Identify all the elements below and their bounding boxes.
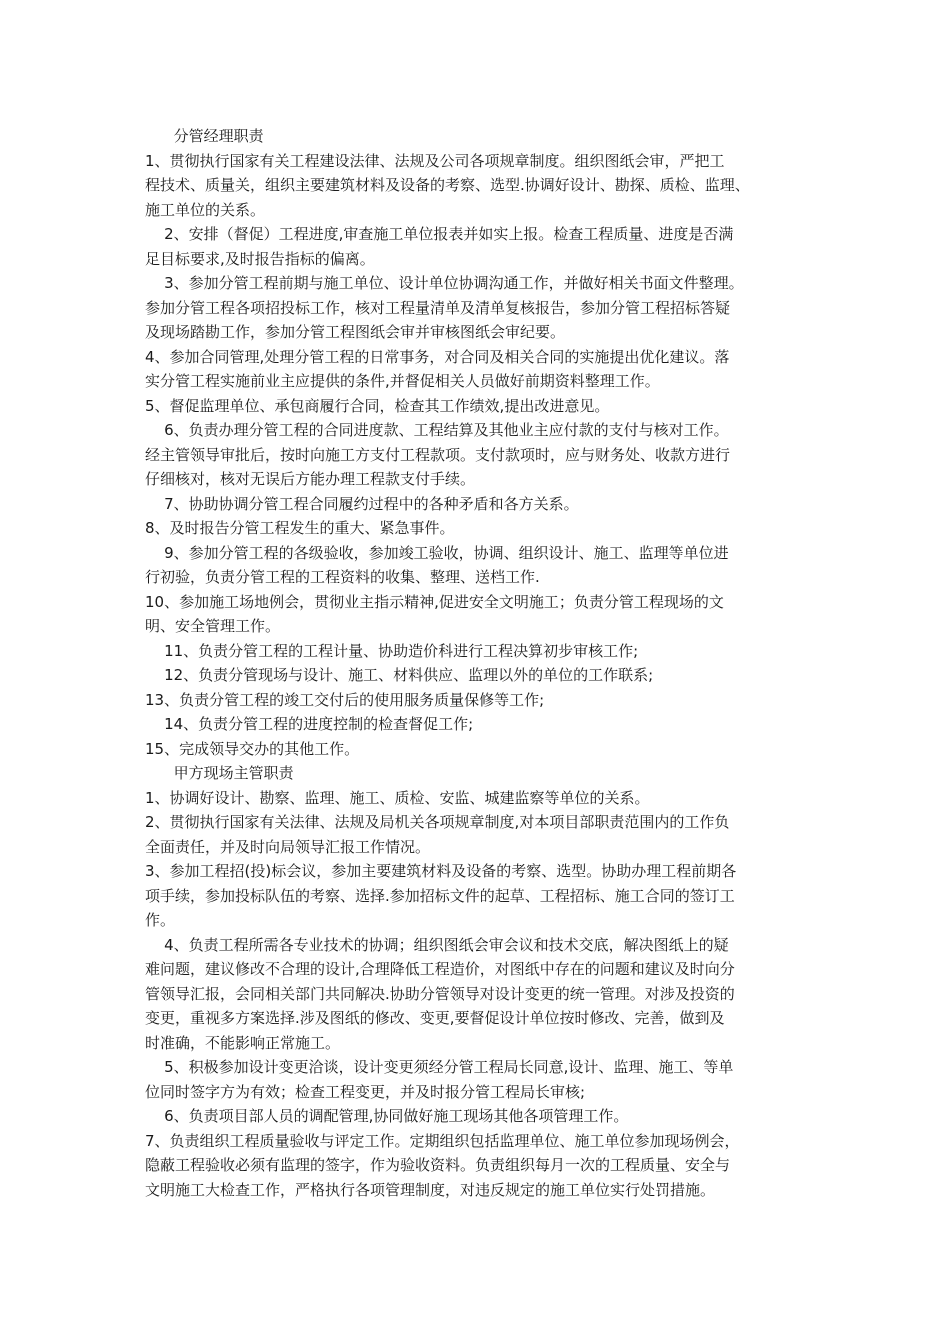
duty-item: 4、参加合同管理,处理分管工程的日常事务，对合同及相关合同的实施提出优化建议。落 实分管工程实施前业主应提供的条件,并督促相关人员做好前期资料整理工作。	[145, 347, 730, 390]
section-title-manager-duties: 分管经理职责	[145, 127, 264, 145]
duty-item: 15、完成领导交办的其他工作。	[145, 739, 360, 758]
duty-item: 10、参加施工场地例会，贯彻业主指示精神,促进安全文明施工；负责分管工程现场的文 明、安全管理工作。	[145, 592, 724, 635]
duty-item: 4、负责工程所需各专业技术的协调；组织图纸会审会议和技术交底，解决图纸上的疑 难问题，建议修改不合理的设计,合理降低工程造价，对图纸中存在的问题和建议及时向分 管领导汇报，会同相关部门共同解决.协助分管领导对设计变更的统一管理。对涉及投资的 变更，重视多方案选择.涉及图纸的修改、变更,要督促设计单位按时修改、完善，做到及 时准确，不能影响正常施工。	[145, 935, 735, 1052]
section-title-site-supervisor-duties: 甲方现场主管职责	[145, 764, 294, 782]
duty-item: 1、贯彻执行国家有关工程建设法律、法规及公司各项规章制度。组织图纸会审，严把工 程技术、质量关，组织主要建筑材料及设备的考察、选型.协调好设计、勘探、质检、监理、 施工单位的关系。	[145, 151, 750, 219]
duty-item: 8、及时报告分管工程发生的重大、紧急事件。	[145, 519, 455, 537]
duty-item: 9、参加分管工程的各级验收，参加竣工验收，协调、组织设计、施工、监理等单位进 行初验，负责分管工程的工程资料的收集、整理、送档工作.	[145, 543, 729, 586]
duty-item: 3、参加分管工程前期与施工单位、设计单位协调沟通工作，并做好相关书面文件整理。 参加分管工程各项招投标工作，核对工程量清单及清单复核报告，参加分管工程招标答疑 及现场踏勘工作，参加分管工程图纸会审并审核图纸会审纪要。	[145, 274, 744, 341]
duty-item: 12、负责分管现场与设计、施工、材料供应、监理以外的单位的工作联系;	[145, 666, 654, 684]
duty-item: 14、负责分管工程的进度控制的检查督促工作;	[145, 715, 474, 733]
duty-item: 7、协助协调分管工程合同履约过程中的各种矛盾和各方关系。	[145, 494, 579, 513]
duty-item: 1、协调好设计、勘察、监理、施工、质检、安监、城建监察等单位的关系。	[145, 788, 650, 807]
document-body	[145, 124, 815, 1202]
duty-item: 5、积极参加设计变更洽谈，设计变更须经分管工程局长同意,设计、监理、施工、等单 位同时签字方为有效；检查工程变更，并及时报分管工程局长审核;	[145, 1058, 734, 1101]
duty-item: 6、负责项目部人员的调配管理,协同做好施工现场其他各项管理工作。	[145, 1107, 629, 1125]
duty-item: 6、负责办理分管工程的合同进度款、工程结算及其他业主应付款的支付与核对工作。 经主管领导审批后，按时向施工方支付工程款项。支付款项时，应与财务处、收款方进行 仔细核对，核对无误后方能办理工程款支付手续。	[145, 421, 731, 488]
duty-item: 2、安排（督促）工程进度,审查施工单位报表并如实上报。检查工程质量、进度是否满 足目标要求,及时报告指标的偏离。	[145, 225, 734, 268]
duty-item: 2、贯彻执行国家有关法律、法规及局机关各项规章制度,对本项目部职责范围内的工作负 全面责任，并及时向局领导汇报工作情况。	[145, 813, 730, 856]
duty-item: 7、负责组织工程质量验收与评定工作。定期组织包括监理单位、施工单位参加现场例会， 隐蔽工程验收必须有监理的签字，作为验收资料。负责组织每月一次的工程质量、安全与 文明施工大检查工作，严格执行各项管理制度，对违反规定的施工单位实行处罚措施。	[145, 1131, 740, 1199]
duty-item: 3、参加工程招(投)标会议，参加主要建筑材料及设备的考察、选型。协助办理工程前期各 项手续，参加投标队伍的考察、选择.参加招标文件的起草、工程招标、施工合同的签订工 作。	[145, 862, 737, 929]
duty-item: 13、负责分管工程的竣工交付后的使用服务质量保修等工作;	[145, 690, 545, 709]
duty-item: 11、负责分管工程的工程计量、协助造价科进行工程决算初步审核工作;	[145, 641, 639, 660]
duty-item: 5、督促监理单位、承包商履行合同，检查其工作绩效,提出改进意见。	[145, 396, 610, 415]
